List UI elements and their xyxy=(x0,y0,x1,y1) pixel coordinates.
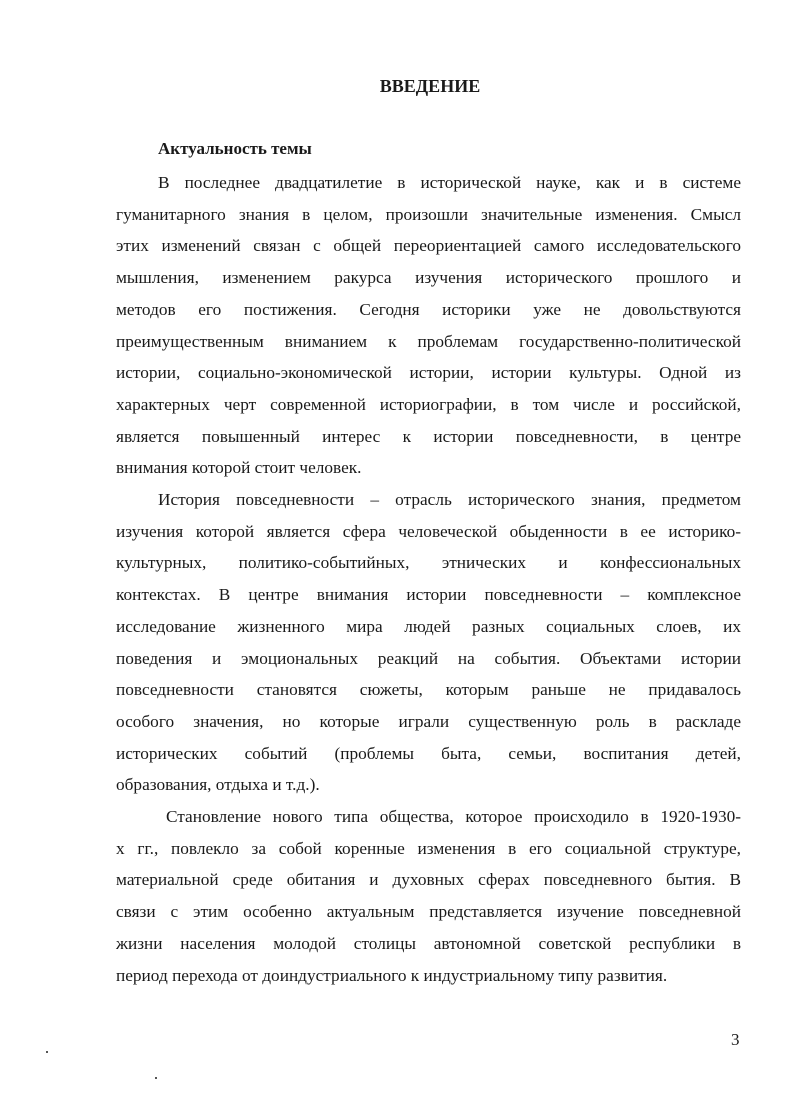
text-line: методов его постижения. Сегодня историки уже не довольствуются xyxy=(116,299,741,319)
text-line: этих изменений связан с общей переориентацией самого исследовательского xyxy=(116,236,741,256)
text-line: гуманитарного знания в целом, произошли значительные изменения. Смысл xyxy=(116,204,741,224)
text-line: культурных, политико-событийных, этнических и конфессиональных xyxy=(116,553,741,573)
page-title: ВВЕДЕНИЕ xyxy=(379,76,481,96)
text-line: жизни населения молодой столицы автономной советской республики в xyxy=(116,933,741,953)
text-line: Становление нового типа общества, которое происходило в 1920-1930- xyxy=(166,807,741,826)
text-line: исследование жизненного мира людей разных социальных слоев, их xyxy=(116,616,741,636)
text-line: повседневности становятся сюжеты, которым раньше не придавалось xyxy=(116,680,741,700)
text-line: особого значения, но которые играли существенную роль в раскладе xyxy=(116,711,741,731)
text-line: является повышенный интерес к истории повседневности, в центре xyxy=(116,426,741,446)
page-number: 3 xyxy=(731,1030,740,1049)
text-line: внимания которой стоит человек. xyxy=(116,458,362,478)
text-line: связи с этим особенно актуальным представляется изучение повседневной xyxy=(116,902,741,922)
text-line: контекстах. В центре внимания истории повседневности – комплексное xyxy=(116,585,741,605)
text-line: исторических событий (проблемы быта, семьи, воспитания детей, xyxy=(116,743,741,763)
section-heading: Актуальность темы xyxy=(158,139,312,158)
text-line: История повседневности – отрасль исторического знания, предметом xyxy=(158,490,741,509)
text-line: х гг., повлекло за собой коренные изменения в его социальной структуре, xyxy=(116,838,741,858)
scan-speck xyxy=(155,1077,157,1079)
text-line: период перехода от доиндустриального к индустриальному типу развития. xyxy=(116,965,668,985)
scan-speck xyxy=(46,1051,48,1053)
text-line: характерных черт современной историографии, в том числе и российской, xyxy=(116,394,741,414)
text-line: образования, отдыха и т.д.). xyxy=(116,775,320,795)
text-line: материальной среде обитания и духовных сферах повседневного бытия. В xyxy=(116,870,741,890)
text-line: В последнее двадцатилетие в исторической науке, как и в системе xyxy=(158,173,741,192)
text-line: истории, социально-экономической истории, истории культуры. Одной из xyxy=(116,363,741,383)
text-line: поведения и эмоциональных реакций на события. Объектами истории xyxy=(116,648,741,668)
text-line: преимущественным вниманием к проблемам государственно-политической xyxy=(116,331,741,351)
text-line: мышления, изменением ракурса изучения исторического прошлого и xyxy=(116,268,741,288)
text-line: изучения которой является сфера человеческой обыденности в ее историко- xyxy=(116,521,741,541)
